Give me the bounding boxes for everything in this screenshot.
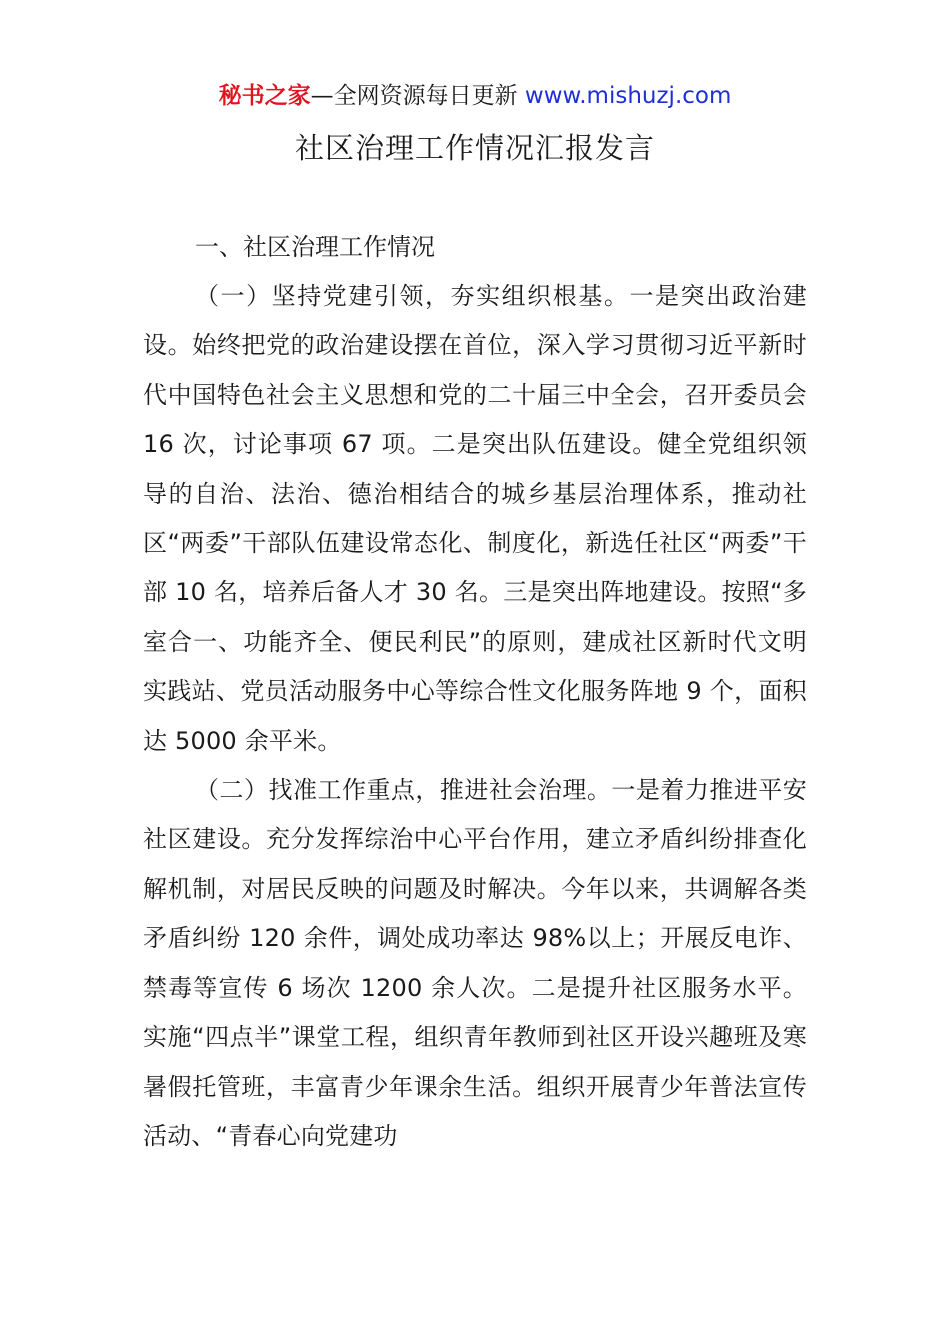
- site-header: [0, 80, 950, 112]
- paragraph-2: （二）找准工作重点，推进社会治理。一是着力推进平安社区建设。充分发挥综治中心平台作用，建立矛盾纠纷排查化解机制，对居民反映的问题及时解决。今年以来，共调解各类矛盾纠纷 120 余件，调处成功率达 98%以上；开展反电诈、禁毒等宣传 6 场次 1200 余人次。二是提升社区服务水平。实施“四点半”课堂工程，组织青年教师到社区开设兴趣班及寒暑假托管班，丰富青少年课余生活。组织开展青少年普法宣传活动、“青春心向党建功: [143, 776, 807, 1150]
- document-title: 社区治理工作情况汇报发言: [294, 131, 655, 165]
- section-heading: 一、社区治理工作情况: [195, 233, 435, 261]
- paragraph-1: （一）坚持党建引领，夯实组织根基。一是突出政治建设。始终把党的政治建设摆在首位，深入学习贯彻习近平新时代中国特色社会主义思想和党的二十届三中全会，召开委员会 16 次，讨论事项 67 项。二是突出队伍建设。健全党组织领导的自治、法治、德治相结合的城乡基层治理体系，推动社区“两委”干部队伍建设常态化、制度化，新选任社区“两委”干部 10 名，培养后备人才 30 名。三是突出阵地建设。按照“多室合一、功能齐全、便民利民”的原则，建成社区新时代文明实践站、党员活动服务中心等综合性文化服务阵地 9 个，面积达 5000 余平米。: [143, 282, 807, 755]
- brand-name: 秘书之家: [218, 83, 311, 109]
- header-tagline: —全网资源每日更新: [310, 83, 525, 109]
- site-url-link[interactable]: www.mishuzj.com: [524, 83, 732, 109]
- document-body: [143, 222, 807, 1161]
